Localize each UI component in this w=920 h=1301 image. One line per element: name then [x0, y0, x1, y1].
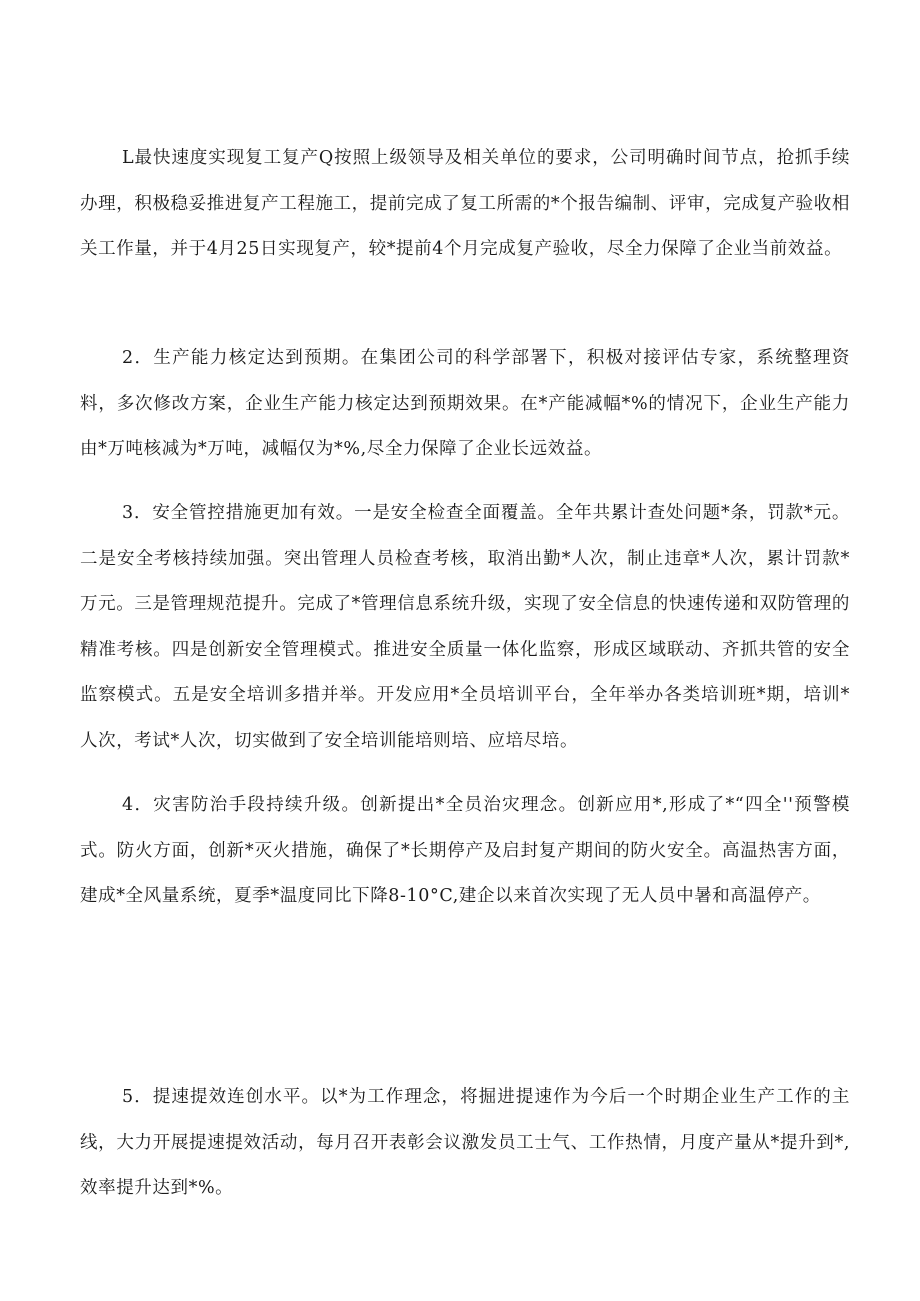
- paragraph-disaster-prevention: 4．灾害防治手段持续升级。创新提出*全员治灾理念。创新应用*,形成了*“四全''预警模式。防火方面，创新*灭火措施，确保了*长期停产及启封复产期间的防火安全。高温热害方面，建成*全风量系统，夏季*温度同比下降8-10°C,建企以来首次实现了无人员中暑和高温停产。: [80, 795, 850, 906]
- paragraph-fast-resumption: L最快速度实现复工复产Q按照上级领导及相关单位的要求，公司明确时间节点，抢抓手续办理，积极稳妥推进复产工程施工，提前完成了复工所需的*个报告编制、评审，完成复产验收相关工作量，并于4月25日实现复产，较*提前4个月完成复产验收，尽全力保障了企业当前效益。: [80, 148, 850, 259]
- paragraph-efficiency: 5．提速提效连创水平。以*为工作理念，将掘进提速作为今后一个时期企业生产工作的主线，大力开展提速提效活动，每月召开表彰会议激发员工士气、工作热情，月度产量从*提升到*,效率提升达到*%。: [80, 1087, 850, 1198]
- paragraph-safety-control: 3．安全管控措施更加有效。一是安全检查全面覆盖。全年共累计查处问题*条，罚款*元。二是安全考核持续加强。突出管理人员检查考核，取消出勤*人次，制止违章*人次，累计罚款*万元。三是管理规范提升。完成了*管理信息系统升级，实现了安全信息的快速传递和双防管理的精准考核。四是创新安全管理模式。推进安全质量一体化监察，形成区域联动、齐抓共管的安全监察模式。五是安全培训多措并举。开发应用*全员培训平台，全年举办各类培训班*期，培训*人次，考试*人次，切实做到了安全培训能培则培、应培尽培。: [80, 503, 850, 751]
- paragraph-capacity-verification: 2．生产能力核定达到预期。在集团公司的科学部署下，积极对接评估专家，系统整理资料，多次修改方案，企业生产能力核定达到预期效果。在*产能减幅*%的情况下，企业生产能力由*万吨核减为*万吨，减幅仅为*%,尽全力保障了企业长远效益。: [80, 348, 850, 459]
